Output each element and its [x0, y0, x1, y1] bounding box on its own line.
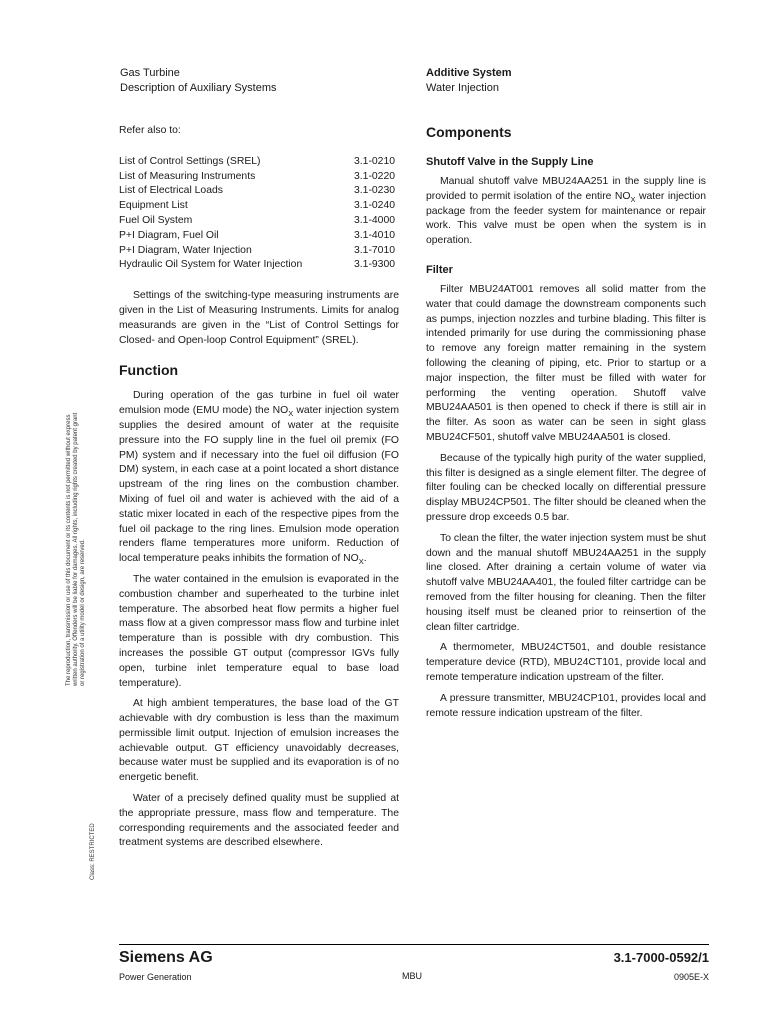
- copyright-notice: The reproduction, transmission or use of this document or its contents is not permitted without express written authority. Offenders will be liable for damages. All rights, including rights created by patent grant or registration of a utility model or design, are reserved.: [66, 412, 87, 686]
- header-doc-type: Description of Auxiliary Systems: [120, 82, 277, 94]
- reference-title: P+I Diagram, Water Injection: [119, 244, 252, 256]
- filter-paragraph-1: Filter MBU24AT001 removes all solid matter from the water that could damage the downstream components such as pumps, injection nozzles and turbine blading. This filter is intended primarily for use during the commissioning phase to remove any foreign matter remaining in the system following the cleaning of piping, etc. Prior to startup or a major inspection, the filter must be filled with water for performing the venting operation. Shutoff valve MBU24AA501 is then opened to check if there is still air in the filter. As soon as water can be seen in sight glass MBU24CF501, shutoff valve MBU24AA501 is closed.: [426, 283, 706, 443]
- reference-title: Hydraulic Oil System for Water Injection: [119, 259, 303, 271]
- company-name: Siemens AG: [119, 949, 213, 966]
- reference-table: [119, 155, 399, 273]
- header-system: Additive System: [426, 67, 512, 79]
- reference-row: [119, 170, 399, 185]
- shutoff-valve-heading: Shutoff Valve in the Supply Line: [426, 156, 594, 168]
- reference-row: [119, 229, 399, 244]
- document-number: 3.1-7000-0592/1: [613, 950, 709, 965]
- left-column: [119, 124, 399, 857]
- reference-row: [119, 244, 399, 259]
- footer-right: [614, 948, 709, 983]
- header-subsystem: Water Injection: [426, 82, 499, 94]
- reference-row: [119, 214, 399, 229]
- refer-label: Refer also to:: [119, 125, 181, 136]
- reference-code: 3.1-9300: [354, 259, 396, 271]
- header-left: [120, 66, 277, 96]
- settings-paragraph: Settings of the switching-type measuring instruments are given in the List of Measuring Instruments. Limits for analog measurands are given in the “List of Control Settings for Closed- and Open-loop Control Equipment” (SREL).: [119, 290, 399, 346]
- revision-code: 0905E-X: [673, 972, 709, 982]
- reference-row: [119, 199, 399, 214]
- filter-paragraph-2: Because of the typically high purity of the water supplied, this filter is designed as a single element filter. The degree of filter fouling can be checked locally on differential pressure display MBU24CP501. The filter should be cleaned when the pressure drop exceeds 0.5 bar.: [426, 452, 706, 523]
- reference-title: List of Control Settings (SREL): [119, 155, 261, 167]
- function-paragraph-1: During operation of the gas turbine in fuel oil water emulsion mode (EMU mode) the $NO_X$ water injection system supplies the desired amount of water at the requisite pressure into the FO supply line in the fuel oil premix (FO PM) system and if necessary into the fuel oil diffusion (FO DM) system, in each case at a point located a short distance upstream of the ring lines on the combustion chamber. Mixing of fuel oil and water is achieved with the aid of a static mixer located in each of the respective pipes from the fuel oil package to the ring lines. Emulsion mode operation renders flame temperatures more uniform. Reduction of local temperature peaks inhibits the formation of $NO_X$.: [119, 390, 399, 567]
- reference-code: 3.1-4010: [354, 229, 396, 241]
- department-code: MBU: [402, 971, 422, 981]
- filter-paragraph-4: A thermometer, MBU24CT501, and double resistance temperature device (RTD), MBU24CT101, provide local and remote temperature indication upstream of the filter.: [426, 642, 706, 683]
- components-heading: Components: [426, 124, 512, 140]
- reference-code: 3.1-0220: [354, 170, 396, 182]
- filter-paragraph-3: To clean the filter, the water injection system must be shut down and the manual shutoff MBU24AA251 in the supply line closed. After draining a certain volume of water via shutoff valve MBU24AA401, the fouled filter cartridge can be removed from the filter housing for cleaning. Then the filter housing itself must be cleaned prior to reinsertion of the clean filter cartridge.: [426, 532, 706, 633]
- reference-code: 3.1-0240: [354, 200, 396, 212]
- function-heading: Function: [119, 362, 179, 379]
- reference-code: 3.1-0230: [354, 185, 396, 197]
- classification-label: Class: RESTRICTED: [90, 823, 96, 880]
- reference-title: Equipment List: [119, 200, 188, 212]
- function-paragraph-2: The water contained in the emulsion is evaporated in the combustion chamber and superheated to the turbine inlet temperature. The absorbed heat flow permits a higher fuel mass flow at a given compressor mass flow and turbine inlet temperature than is possible with dry combustion. This increases the possible GT output (compressor IGVs fully open, turbine inlet temperature equal to base load temperature).: [119, 573, 399, 689]
- reference-title: List of Electrical Loads: [119, 185, 223, 197]
- reference-title: Fuel Oil System: [119, 214, 193, 226]
- reference-title: P+I Diagram, Fuel Oil: [119, 229, 219, 241]
- function-paragraph-3: At high ambient temperatures, the base load of the GT achievable with dry combustion is less than the maximum permissible limit output. Injection of emulsion increases the achievable output. GT efficiency unavoidably decreases, because water must be supplied and its evaporation is of no energetic benefit.: [119, 698, 399, 784]
- footer-left: [119, 948, 213, 983]
- filter-heading: Filter: [426, 263, 453, 276]
- header-product: Gas Turbine: [120, 67, 180, 79]
- reference-title: List of Measuring Instruments: [119, 170, 256, 182]
- reference-code: 3.1-0210: [354, 155, 396, 167]
- division-name: Power Generation: [119, 972, 192, 982]
- filter-paragraph-5: A pressure transmitter, MBU24CP101, provides local and remote ressure indication upstream of the filter.: [426, 692, 706, 719]
- right-column: [426, 124, 706, 727]
- reference-row: [119, 258, 399, 273]
- reference-code: 3.1-7010: [354, 244, 396, 256]
- header-right: [426, 66, 512, 96]
- reference-code: 3.1-4000: [354, 214, 396, 226]
- reference-row: [119, 184, 399, 199]
- reference-row: [119, 155, 399, 170]
- function-paragraph-4: Water of a precisely defined quality must be supplied at the appropriate pressure, mass flow and temperature. The corresponding requirements and the associated feeder and treatment systems are described elsewhere.: [119, 793, 399, 849]
- footer-rule: [119, 944, 709, 945]
- shutoff-valve-paragraph: Manual shutoff valve MBU24AA251 in the supply line is provided to permit isolation of the entire $NO_X$ water injection package from the feeder system for maintenance or repair work. This valve must be open when the system is in operation.: [426, 176, 706, 247]
